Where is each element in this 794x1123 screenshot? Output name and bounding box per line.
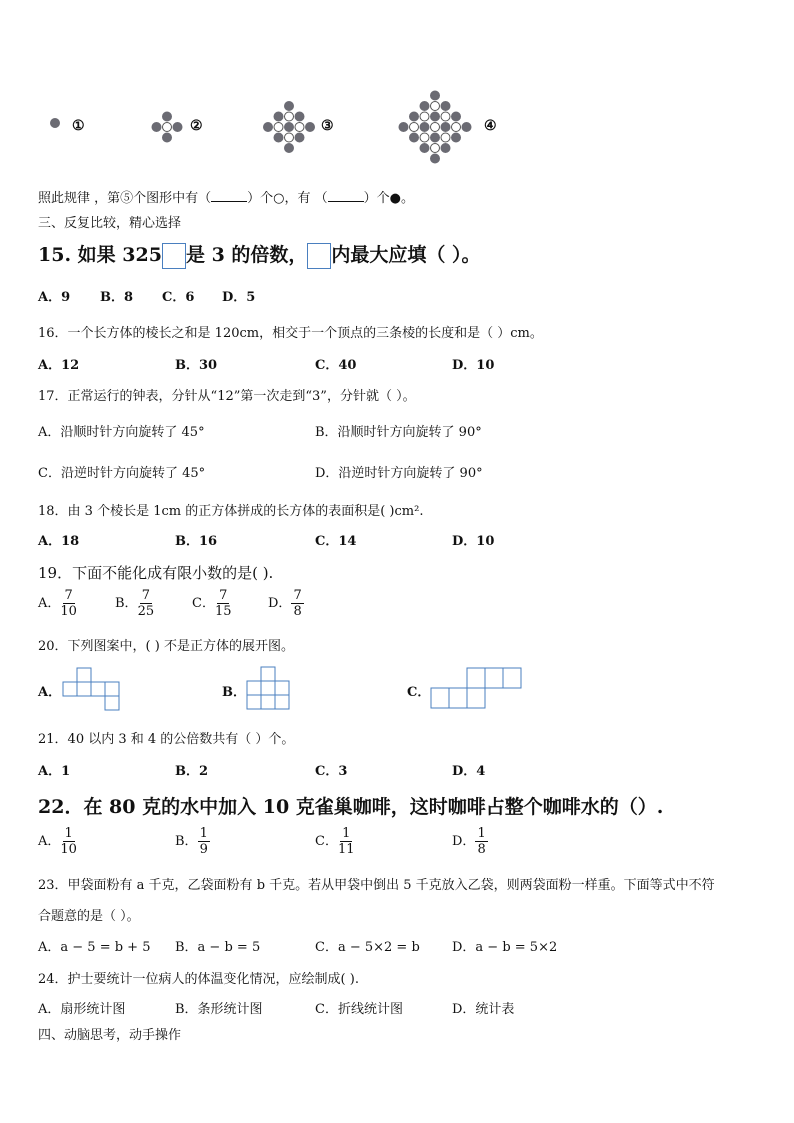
filled-dot — [431, 154, 440, 163]
q24-option-d[interactable]: D．统计表 — [452, 1002, 515, 1017]
q21-option-c[interactable]: C．3 — [315, 764, 348, 779]
q19-option-b[interactable]: B． $\frac{7}{25}$ — [115, 588, 155, 619]
filled-dot — [431, 133, 440, 142]
q21-option-a[interactable]: A．1 — [38, 764, 71, 779]
q17-option-a[interactable]: A．沿顺时针方向旋转了 45° — [38, 425, 205, 440]
filled-dot — [410, 112, 419, 121]
filled-dot — [452, 133, 461, 142]
filled-dot — [285, 123, 294, 132]
section-heading: 四、动脑思考，动手操作 — [38, 1028, 182, 1043]
q20-option-b-label[interactable]: B． — [222, 685, 246, 700]
filled-dot — [295, 133, 304, 142]
fraction: $\frac{7}{15}$ — [214, 588, 232, 619]
filled-dot — [452, 112, 461, 121]
filled-dot — [420, 144, 429, 153]
q20-option-c-label[interactable]: C． — [407, 685, 431, 700]
empty-dot — [431, 102, 440, 111]
q23-option-a[interactable]: A．a − 5 = b + 5 — [38, 940, 151, 955]
q21-option-b[interactable]: B．2 — [175, 764, 209, 779]
fraction: $\frac{1}{8}$ — [477, 826, 486, 857]
question-17: 17．正常运行的钟表，分针从“12”第一次走到“3”，分针就（ ）。 — [38, 389, 416, 404]
pattern-label-4: ④ — [484, 118, 497, 134]
filled-dot — [399, 123, 408, 132]
empty-dot — [285, 133, 294, 142]
filled-dot — [431, 112, 440, 121]
q20-option-a-label[interactable]: A． — [38, 685, 62, 700]
question-16: 16．一个长方体的棱长之和是 120cm，相交于一个顶点的三条棱的长度和是（ ）cm。 — [38, 326, 543, 341]
answer-box[interactable] — [307, 243, 331, 269]
filled-dot — [441, 144, 450, 153]
q24-option-a[interactable]: A．扇形统计图 — [38, 1002, 126, 1017]
pattern-label-2: ② — [190, 118, 203, 134]
empty-dot — [274, 123, 283, 132]
filled-dot — [462, 123, 471, 132]
question-19: 19．下面不能化成有限小数的是( ). — [38, 564, 274, 582]
filled-dot — [163, 112, 172, 121]
q22-option-c[interactable]: C． $\frac{1}{11}$ — [315, 826, 355, 857]
empty-dot — [295, 123, 304, 132]
fraction: $\frac{7}{8}$ — [293, 588, 302, 619]
q15-option-a[interactable]: A．9 — [38, 290, 71, 305]
q21-option-d[interactable]: D．4 — [452, 764, 486, 779]
filled-dot — [173, 123, 182, 132]
question-21: 21．40 以内 3 和 4 的公倍数共有（ ）个。 — [38, 732, 295, 747]
pattern-rule-question: 照此规律 ，第⑤个图形中有（ ）个○，有 （ ）个●。 — [38, 191, 414, 206]
q22-option-a[interactable]: A． $\frac{1}{10}$ — [38, 826, 77, 857]
fraction: $\frac{7}{10}$ — [60, 588, 77, 619]
empty-dot — [431, 144, 440, 153]
q16-option-a[interactable]: A．12 — [38, 358, 80, 373]
question-23-line2: 合题意的是（ ）。 — [38, 909, 140, 924]
question-20: 20．下列图案中，( ) 不是正方体的展开图。 — [38, 639, 294, 654]
answer-box[interactable] — [162, 243, 186, 269]
filled-dot — [295, 112, 304, 121]
filled-dot — [274, 133, 283, 142]
fraction: $\frac{7}{25}$ — [137, 588, 155, 619]
dot-pattern-figures — [0, 0, 794, 170]
empty-dot — [452, 123, 461, 132]
question-23-line1: 23．甲袋面粉有 a 千克，乙袋面粉有 b 千克。若从甲袋中倒出 5 千克放入乙袋，则两袋面粉一样重。下面等式中不符 — [38, 878, 715, 893]
answer-blank[interactable] — [328, 189, 364, 202]
empty-dot — [420, 133, 429, 142]
q17-option-d[interactable]: D．沿逆时针方向旋转了 90° — [315, 466, 483, 481]
filled-dot — [420, 123, 429, 132]
q17-option-c[interactable]: C．沿逆时针方向旋转了 45° — [38, 466, 206, 481]
q19-option-d[interactable]: D． $\frac{7}{8}$ — [268, 588, 302, 619]
q16-option-d[interactable]: D．10 — [452, 358, 495, 373]
q19-option-c[interactable]: C． $\frac{7}{15}$ — [192, 588, 232, 619]
filled-dot — [420, 102, 429, 111]
q23-option-b[interactable]: B．a − b = 5 — [175, 940, 261, 955]
q15-option-b[interactable]: B．8 — [100, 290, 134, 305]
pattern-label-1: ① — [72, 118, 85, 134]
empty-dot — [431, 123, 440, 132]
empty-dot — [441, 112, 450, 121]
question-18: 18．由 3 个棱长是 1cm 的正方体拼成的长方体的表面积是( )cm². — [38, 504, 424, 519]
q16-option-b[interactable]: B．30 — [175, 358, 218, 373]
q16-option-c[interactable]: C．40 — [315, 358, 357, 373]
cube-net-c — [431, 667, 526, 711]
q23-option-d[interactable]: D．a − b = 5×2 — [452, 940, 558, 955]
filled-dot — [51, 119, 60, 128]
q17-option-b[interactable]: B．沿顺时针方向旋转了 90° — [315, 425, 482, 440]
q24-option-c[interactable]: C．折线统计图 — [315, 1002, 403, 1017]
filled-dot — [410, 133, 419, 142]
q18-option-b[interactable]: B．16 — [175, 534, 218, 549]
q18-option-d[interactable]: D．10 — [452, 534, 495, 549]
fraction: $\frac{1}{9}$ — [199, 826, 208, 857]
filled-dot — [274, 112, 283, 121]
filled-dot — [431, 91, 440, 100]
q19-option-a[interactable]: A． $\frac{7}{10}$ — [38, 588, 77, 619]
filled-dot — [285, 144, 294, 153]
q15-option-d[interactable]: D．5 — [222, 290, 256, 305]
cube-net-b — [246, 667, 296, 711]
question-22: 22．在 80 克的水中加入 10 克雀巢咖啡，这时咖啡占整个咖啡水的（）. — [38, 796, 664, 818]
fraction: $\frac{1}{10}$ — [60, 826, 77, 857]
filled-dot — [163, 133, 172, 142]
empty-dot — [285, 112, 294, 121]
question-15: 15. 如果 325 是 3 的倍数， 内最大应填（ ）。 — [38, 240, 481, 269]
question-24: 24．护士要统计一位病人的体温变化情况，应绘制成( ). — [38, 972, 359, 987]
answer-blank[interactable] — [211, 189, 247, 202]
q18-option-a[interactable]: A．18 — [38, 534, 80, 549]
fraction: $\frac{1}{11}$ — [337, 826, 355, 857]
filled-dot — [441, 123, 450, 132]
q23-option-c[interactable]: C．a − 5×2 = b — [315, 940, 420, 955]
filled-dot — [306, 123, 315, 132]
section-heading: 三、反复比较，精心选择 — [38, 216, 182, 231]
empty-dot — [163, 123, 172, 132]
filled-dot — [441, 102, 450, 111]
q22-option-d[interactable]: D． $\frac{1}{8}$ — [452, 826, 486, 857]
empty-dot — [410, 123, 419, 132]
q24-option-b[interactable]: B．条形统计图 — [175, 1002, 263, 1017]
empty-dot — [441, 133, 450, 142]
pattern-label-3: ③ — [321, 118, 334, 134]
filled-dot — [285, 102, 294, 111]
q15-option-c[interactable]: C．6 — [162, 290, 195, 305]
cube-net-a — [62, 668, 122, 710]
q22-option-b[interactable]: B． $\frac{1}{9}$ — [175, 826, 208, 857]
empty-dot — [420, 112, 429, 121]
filled-dot — [264, 123, 273, 132]
filled-dot — [152, 123, 161, 132]
q18-option-c[interactable]: C．14 — [315, 534, 357, 549]
